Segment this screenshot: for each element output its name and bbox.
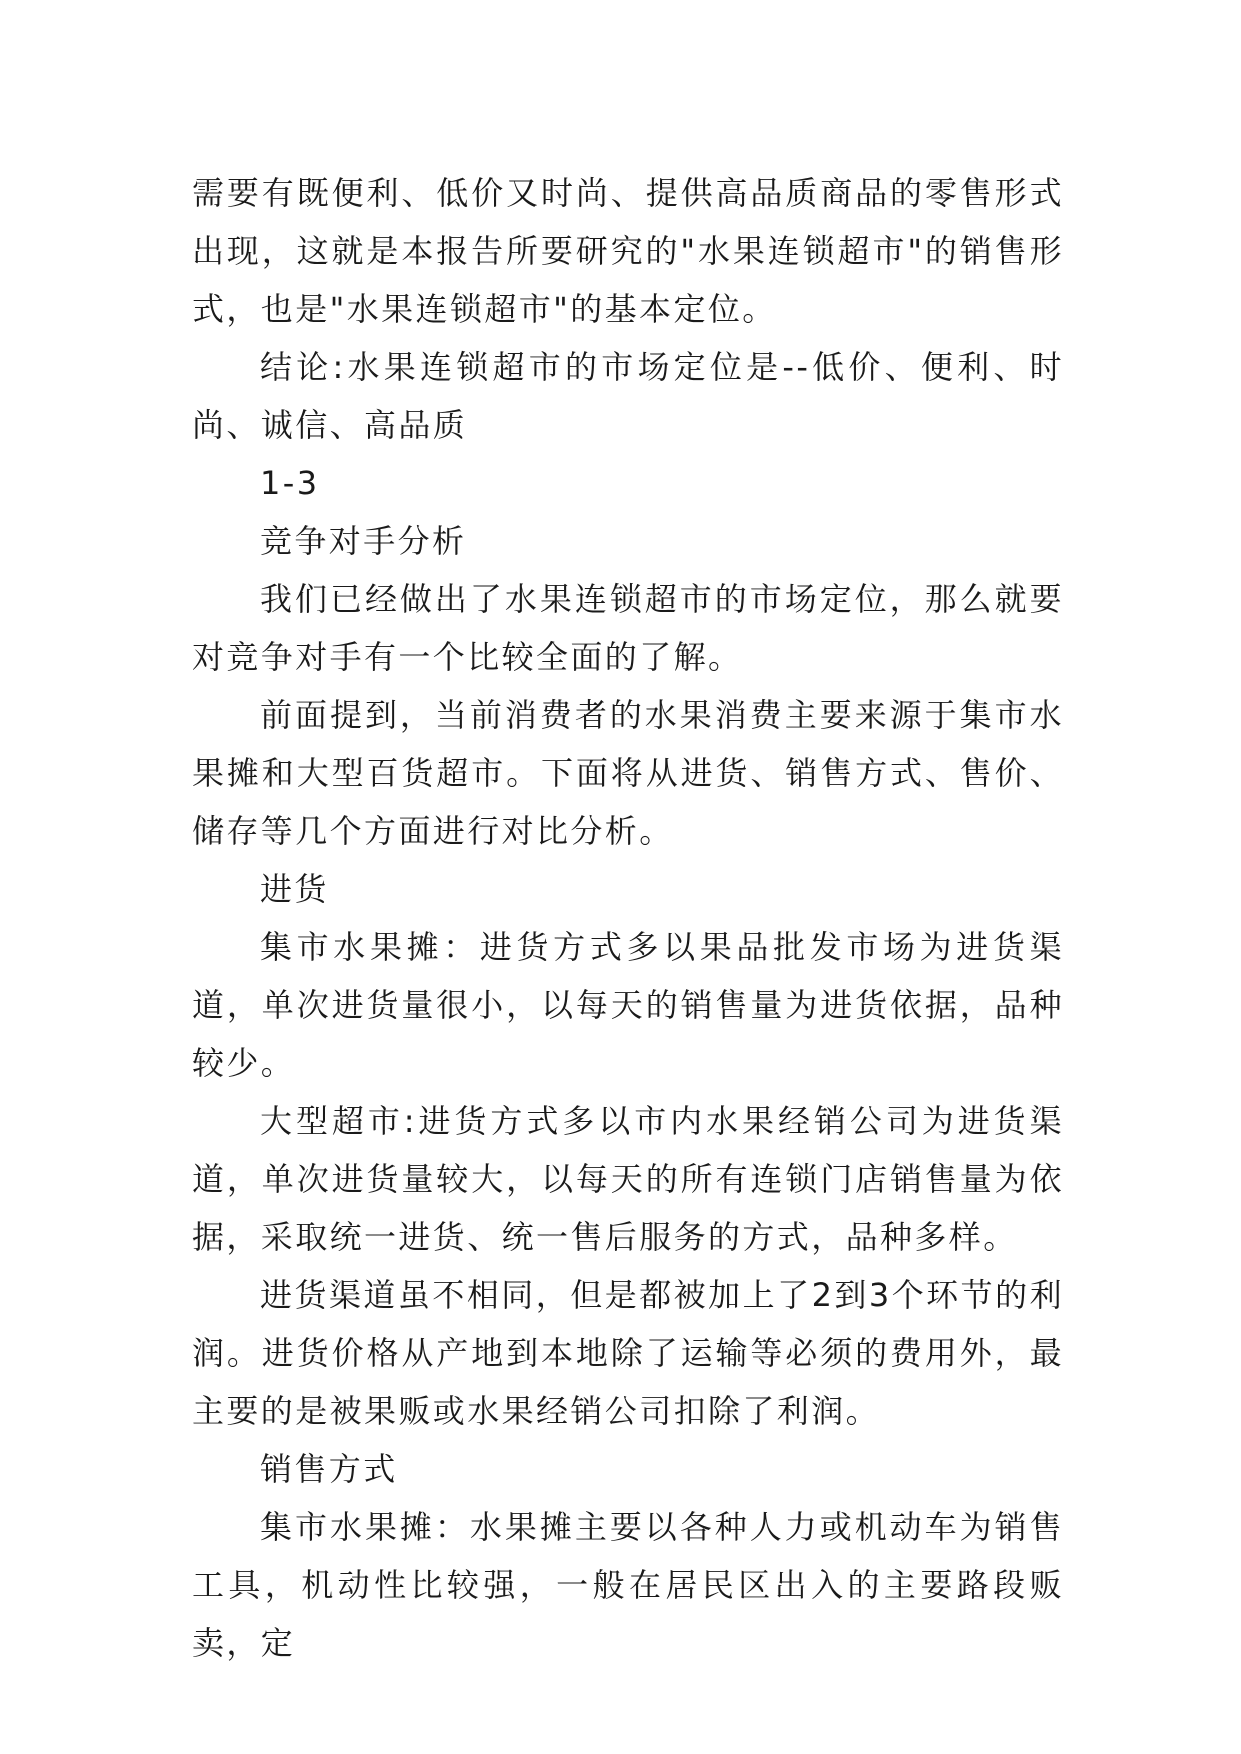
paragraph: 大型超市:进货方式多以市内水果经销公司为进货渠道，单次进货量较大，以每天的所有连锁门店销售量为依据，采取统一进货、统一售后服务的方式，品种多样。: [192, 1102, 1064, 1256]
section-heading: 竞争对手分析: [260, 522, 467, 560]
document-page: [192, 164, 1064, 1672]
subheading: 进货: [260, 870, 329, 908]
subheading: 销售方式: [260, 1450, 398, 1488]
paragraph: 集市水果摊：进货方式多以果品批发市场为进货渠道，单次进货量很小，以每天的销售量为进货依据，品种较少。: [192, 928, 1064, 1082]
paragraph: 我们已经做出了水果连锁超市的市场定位，那么就要对竞争对手有一个比较全面的了解。: [192, 580, 1064, 676]
paragraph: 集市水果摊：水果摊主要以各种人力或机动车为销售工具，机动性比较强，一般在居民区出入的主要路段贩卖，定: [192, 1508, 1064, 1662]
paragraph: 需要有既便利、低价又时尚、提供高品质商品的零售形式出现，这就是本报告所要研究的"水果连锁超市"的销售形式，也是"水果连锁超市"的基本定位。: [192, 174, 1064, 328]
paragraph: 进货渠道虽不相同，但是都被加上了2到3个环节的利润。进货价格从产地到本地除了运输等必须的费用外，最主要的是被果贩或水果经销公司扣除了利润。: [192, 1276, 1064, 1430]
paragraph: 前面提到，当前消费者的水果消费主要来源于集市水果摊和大型百货超市。下面将从进货、销售方式、售价、储存等几个方面进行对比分析。: [192, 696, 1064, 850]
conclusion-paragraph: 结论:水果连锁超市的市场定位是--低价、便利、时尚、诚信、高品质: [192, 348, 1064, 444]
section-number: 1-3: [260, 464, 320, 502]
